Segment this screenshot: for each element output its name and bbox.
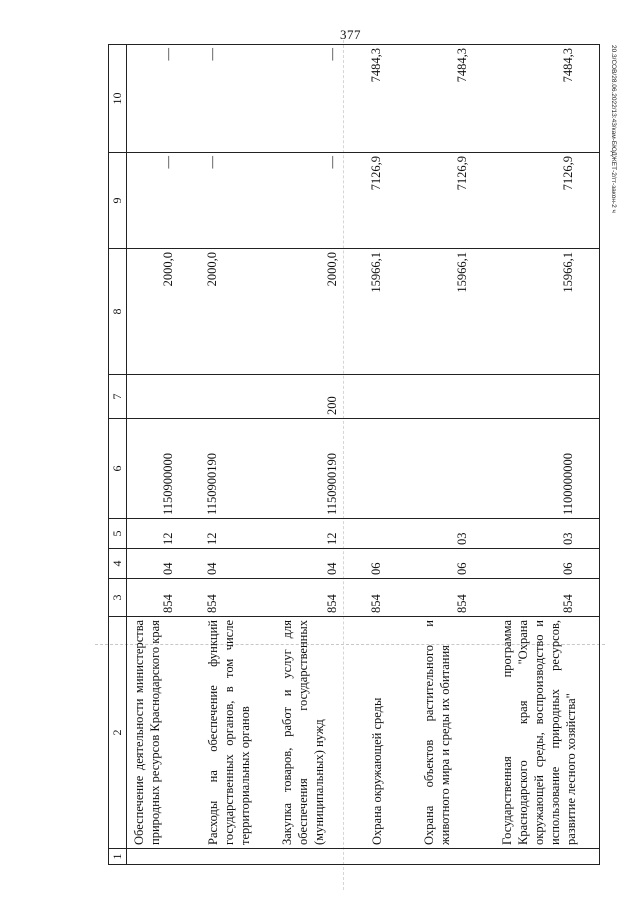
table-row [495, 45, 600, 865]
column-header: 9 [109, 153, 127, 249]
column-header: 3 [109, 579, 127, 617]
item-name-cell: Расходы на обеспечение функций государственных органов, в том числе территориальных органов [201, 617, 275, 849]
column-header: 2 [109, 617, 127, 849]
column-header: 7 [109, 375, 127, 419]
target-article-cell: 1100000000 [495, 419, 600, 519]
target-article-cell: 1150900190 [201, 419, 275, 519]
amount-2024-cell: 7484,3 [365, 45, 417, 153]
page-number: 377 [340, 27, 361, 42]
subsection-code-cell: 03 [495, 519, 600, 549]
column-header: 5 [109, 519, 127, 549]
table-body [127, 45, 600, 865]
ministry-code-cell: 854 [201, 579, 275, 617]
amount-2022-cell: 15966,1 [417, 249, 495, 375]
column-header: 6 [109, 419, 127, 519]
amount-2024-cell: — [275, 45, 365, 153]
amount-2024-cell: — [127, 45, 201, 153]
expense-type-cell: 200 [275, 375, 365, 419]
section-code-cell: 06 [495, 549, 600, 579]
amount-2022-cell: 2000,0 [127, 249, 201, 375]
subsection-code-cell: 12 [201, 519, 275, 549]
item-name-cell: Закупка товаров, работ и услуг для обеспечения государственных (муниципальных) нужд [275, 617, 365, 849]
column-header: 4 [109, 549, 127, 579]
section-code-cell: 06 [365, 549, 417, 579]
amount-2024-cell: 7484,3 [417, 45, 495, 153]
column-header: 1 [109, 849, 127, 865]
row-number-cell [365, 849, 417, 865]
ministry-code-cell: 854 [365, 579, 417, 617]
amount-2023-cell: — [201, 153, 275, 249]
subsection-code-cell: 12 [127, 519, 201, 549]
budget-table [108, 44, 600, 865]
subsection-code-cell: 03 [417, 519, 495, 549]
target-article-cell: 1150900190 [275, 419, 365, 519]
expense-type-cell [365, 375, 417, 419]
amount-2023-cell: 7126,9 [495, 153, 600, 249]
rotated-table-wrapper [108, 45, 578, 865]
expense-type-cell [127, 375, 201, 419]
section-code-cell: 06 [417, 549, 495, 579]
amount-2024-cell: 7484,3 [495, 45, 600, 153]
ministry-code-cell: 854 [127, 579, 201, 617]
amount-2022-cell: 2000,0 [201, 249, 275, 375]
item-name-cell: Государственная программа Краснодарского края "Охрана окружающей среды, воспроизводство и использование природных ресурсов, развитие лесного хозяйства" [495, 617, 600, 849]
column-header: 10 [109, 45, 127, 153]
table-row [275, 45, 365, 865]
amount-2024-cell: — [201, 45, 275, 153]
table-row [201, 45, 275, 865]
amount-2023-cell: 7126,9 [417, 153, 495, 249]
section-code-cell: 04 [127, 549, 201, 579]
side-stamp: 20.3/СОВ/28.06.2022/13:43/кам-БЮДЖЕТ-2/гт-закон-2 ч [610, 45, 617, 213]
item-name-cell: Обеспечение деятельности министерства природных ресурсов Краснодарского края [127, 617, 201, 849]
table-row [365, 45, 417, 865]
amount-2023-cell: — [127, 153, 201, 249]
table-row [417, 45, 495, 865]
amount-2022-cell: 15966,1 [495, 249, 600, 375]
ministry-code-cell: 854 [495, 579, 600, 617]
row-number-cell [417, 849, 495, 865]
target-article-cell [417, 419, 495, 519]
amount-2022-cell: 2000,0 [275, 249, 365, 375]
ministry-code-cell: 854 [275, 579, 365, 617]
amount-2023-cell: 7126,9 [365, 153, 417, 249]
expense-type-cell [201, 375, 275, 419]
ministry-code-cell: 854 [417, 579, 495, 617]
table-row [127, 45, 201, 865]
section-code-cell: 04 [201, 549, 275, 579]
row-number-cell [275, 849, 365, 865]
subsection-code-cell: 12 [275, 519, 365, 549]
section-code-cell: 04 [275, 549, 365, 579]
table-header-row [109, 45, 127, 865]
expense-type-cell [495, 375, 600, 419]
item-name-cell: Охрана объектов растительного и животного мира и среды их обитания [417, 617, 495, 849]
row-number-cell [201, 849, 275, 865]
target-article-cell: 1150900000 [127, 419, 201, 519]
item-name-cell: Охрана окружающей среды [365, 617, 417, 849]
amount-2023-cell: — [275, 153, 365, 249]
column-header: 8 [109, 249, 127, 375]
row-number-cell [495, 849, 600, 865]
subsection-code-cell [365, 519, 417, 549]
row-number-cell [127, 849, 201, 865]
amount-2022-cell: 15966,1 [365, 249, 417, 375]
expense-type-cell [417, 375, 495, 419]
target-article-cell [365, 419, 417, 519]
